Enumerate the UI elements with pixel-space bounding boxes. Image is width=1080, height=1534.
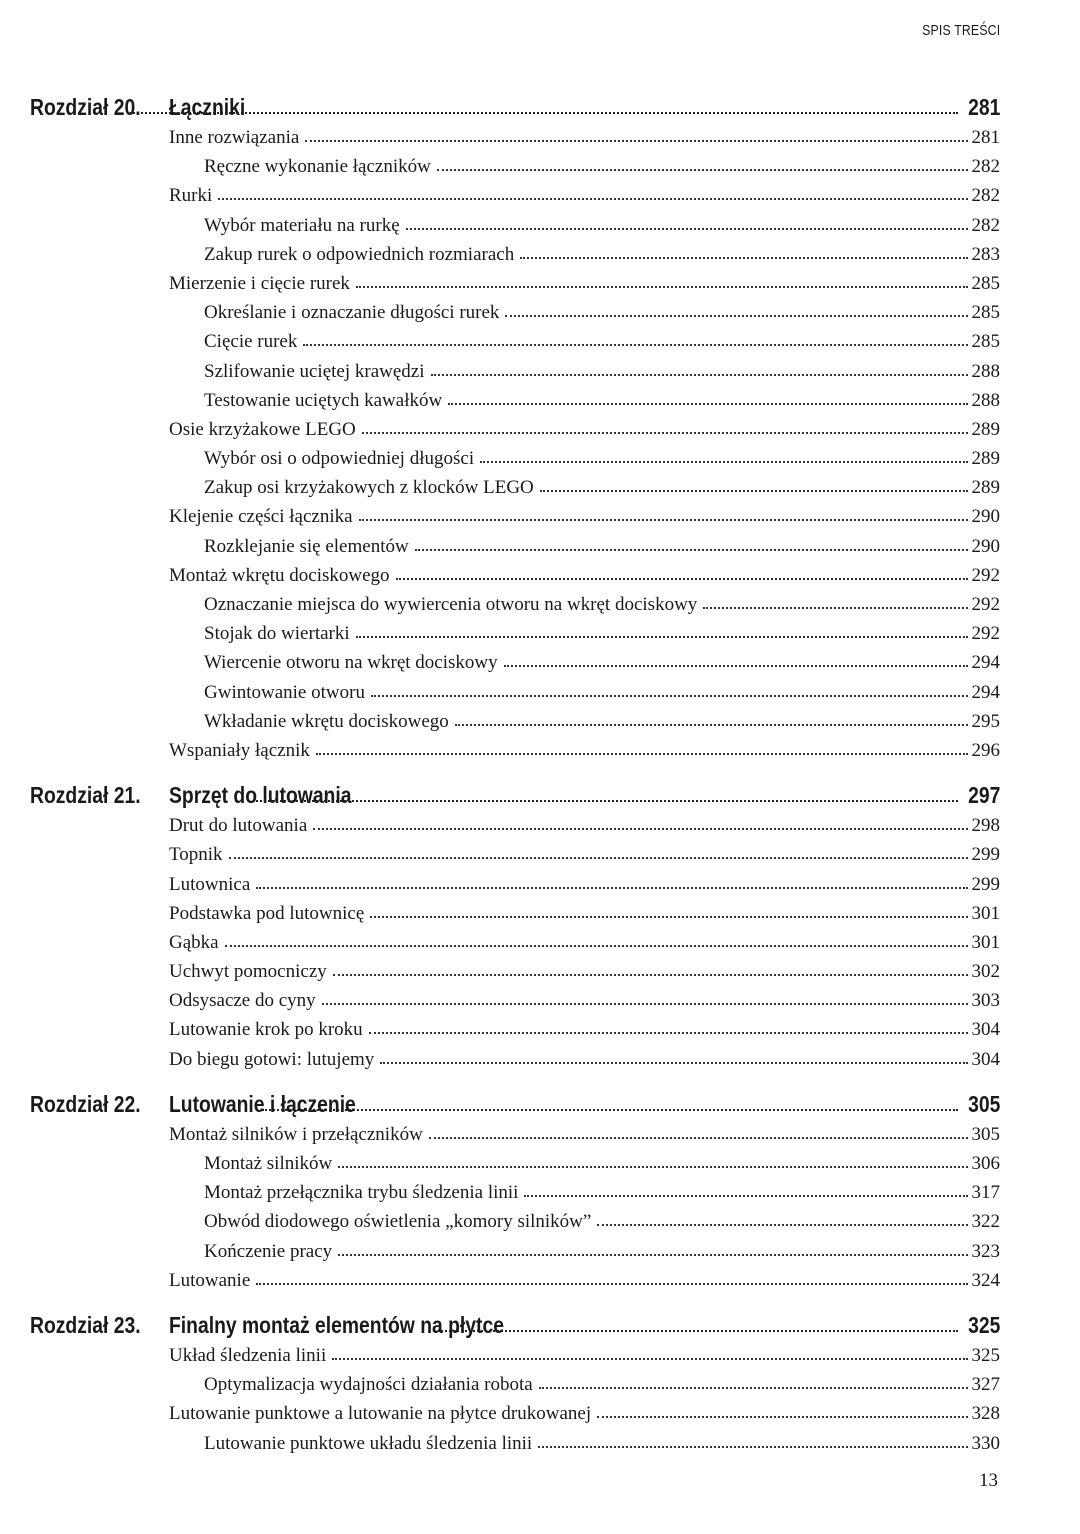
chapter-heading[interactable] <box>30 92 1000 124</box>
dot-leader <box>229 841 968 860</box>
chapter-title: Finalny montaż elementów na płytce <box>169 1311 504 1338</box>
toc-section-entry[interactable] <box>30 182 1000 211</box>
dot-leader <box>333 958 968 977</box>
entry-page: 296 <box>971 739 1000 761</box>
entry-title: Montaż silników i przełączników <box>169 1123 423 1145</box>
entry-title: Wybór materiału na rurkę <box>204 214 400 236</box>
chapter-number: Rozdział 23. <box>30 1311 141 1338</box>
toc-subsection-entry[interactable] <box>30 241 1000 270</box>
toc-subsection-entry[interactable] <box>30 299 1000 328</box>
dot-leader <box>538 1430 967 1449</box>
chapter-number: Rozdział 20. <box>30 94 141 120</box>
toc-section-entry[interactable] <box>30 270 1000 299</box>
entry-title: Obwód diodowego oświetlenia „komory silników” <box>204 1211 592 1233</box>
entry-title: Montaż silników <box>204 1153 333 1174</box>
chapter-entries <box>30 124 1000 766</box>
toc-section-entry[interactable] <box>30 124 1000 153</box>
toc-section-entry[interactable] <box>30 900 1000 929</box>
entry-page: 294 <box>971 681 1000 703</box>
entry-title: Stojak do wiertarki <box>204 623 350 645</box>
toc-subsection-entry[interactable] <box>30 153 1000 182</box>
entry-page: 325 <box>971 1344 1000 1366</box>
entry-title: Cięcie rurek <box>204 331 298 353</box>
entry-page: 299 <box>971 873 1000 895</box>
dot-leader <box>256 1267 967 1286</box>
entry-title: Klejenie części łącznika <box>169 506 353 528</box>
entry-page: 285 <box>971 272 1000 294</box>
entry-title: Odsysacze do cyny <box>169 990 316 1012</box>
entry-page: 292 <box>971 594 1000 615</box>
toc-section-entry[interactable] <box>30 987 1000 1016</box>
chapter-number: Rozdział 22. <box>30 1090 141 1117</box>
entry-page: 299 <box>971 844 1000 866</box>
entry-page: 303 <box>971 990 1000 1012</box>
entry-page: 281 <box>971 127 1000 148</box>
toc-subsection-entry[interactable] <box>30 533 1000 562</box>
dot-leader <box>480 445 967 464</box>
entry-page: 289 <box>971 418 1000 440</box>
dot-leader <box>332 1342 967 1361</box>
entry-title: Układ śledzenia linii <box>169 1344 327 1366</box>
dot-leader <box>597 1400 967 1419</box>
entry-title: Określanie i oznaczanie długości rurek <box>204 302 500 324</box>
dot-leader <box>429 1121 968 1140</box>
toc-subsection-entry[interactable] <box>30 474 1000 503</box>
dot-leader <box>415 533 968 552</box>
entry-title: Ręczne wykonanie łączników <box>204 156 431 178</box>
entry-page: 292 <box>971 623 1000 645</box>
entry-page: 285 <box>971 302 1000 324</box>
dot-leader <box>597 1208 967 1227</box>
dot-leader <box>322 987 968 1006</box>
entry-page: 302 <box>971 961 1000 983</box>
dot-leader <box>218 182 967 201</box>
dot-leader <box>540 474 968 493</box>
entry-title: Inne rozwiązania <box>169 127 300 148</box>
toc-subsection-entry[interactable] <box>30 1430 1000 1459</box>
entry-title: Wspaniały łącznik <box>169 739 310 761</box>
entry-page: 330 <box>971 1432 1000 1454</box>
dot-leader <box>256 871 967 890</box>
toc-section-entry[interactable] <box>30 1267 1000 1296</box>
entry-title: Podstawka pod lutownicę <box>169 902 365 924</box>
entry-title: Optymalizacja wydajności działania robota <box>204 1374 533 1396</box>
chapter-entries <box>30 1121 1000 1296</box>
dot-leader <box>225 929 968 948</box>
entry-page: 282 <box>971 156 1000 178</box>
toc-subsection-entry[interactable] <box>30 620 1000 649</box>
toc-subsection-entry[interactable] <box>30 679 1000 708</box>
entry-page: 322 <box>971 1211 1000 1233</box>
chapter-20 <box>30 92 1000 766</box>
entry-page: 306 <box>971 1153 1000 1174</box>
entry-title: Gąbka <box>169 931 219 953</box>
entry-title: Lutowanie punktowe układu śledzenia linii <box>204 1432 533 1454</box>
dot-leader <box>524 1179 967 1198</box>
entry-page: 298 <box>971 815 1000 837</box>
entry-page: 301 <box>971 931 1000 953</box>
chapter-heading[interactable] <box>30 780 1000 812</box>
entry-title: Lutowanie punktowe a lutowanie na płytce drukowanej <box>169 1403 592 1425</box>
chapter-entries <box>30 812 1000 1075</box>
entry-title: Lutowanie krok po kroku <box>169 1019 363 1041</box>
dot-leader <box>703 591 967 610</box>
dot-leader <box>313 812 967 831</box>
dot-leader <box>305 124 967 143</box>
toc-subsection-entry[interactable] <box>30 1179 1000 1208</box>
dot-leader <box>438 1310 958 1333</box>
toc-section-entry[interactable] <box>30 1016 1000 1045</box>
dot-leader <box>380 1046 967 1065</box>
entry-page: 304 <box>971 1019 1000 1041</box>
toc-subsection-entry[interactable] <box>30 212 1000 241</box>
entry-title: Oznaczanie miejsca do wywiercenia otworu na wkręt dociskowy <box>204 594 698 615</box>
chapter-title: Sprzęt do lutowania <box>169 782 352 809</box>
entry-page: 289 <box>971 448 1000 470</box>
entry-title: Gwintowanie otworu <box>204 681 365 703</box>
running-header: SPIS TREŚCI <box>921 22 1000 39</box>
toc-subsection-entry[interactable] <box>30 591 1000 620</box>
toc-subsection-entry[interactable] <box>30 1371 1000 1400</box>
toc-subsection-entry[interactable] <box>30 445 1000 474</box>
entry-page: 285 <box>971 331 1000 353</box>
toc-subsection-entry[interactable] <box>30 708 1000 737</box>
entry-page: 288 <box>971 360 1000 382</box>
chapter-page: 325 <box>967 1311 1000 1338</box>
toc-section-entry[interactable] <box>30 503 1000 532</box>
entry-page: 290 <box>971 535 1000 557</box>
chapter-21 <box>30 780 1000 1075</box>
table-of-contents <box>30 92 1000 1473</box>
dot-leader <box>338 1150 967 1169</box>
chapter-heading[interactable] <box>30 1089 1000 1121</box>
entry-title: Topnik <box>169 844 223 866</box>
entry-title: Drut do lutowania <box>169 815 308 837</box>
entry-page: 328 <box>971 1403 1000 1425</box>
chapter-page: 305 <box>967 1090 1000 1117</box>
entry-page: 288 <box>971 389 1000 411</box>
entry-page: 301 <box>971 902 1000 924</box>
entry-title: Wkładanie wkrętu dociskowego <box>204 710 449 732</box>
toc-subsection-entry[interactable] <box>30 328 1000 357</box>
chapter-page: 297 <box>967 782 1000 809</box>
entry-title: Uchwyt pomocniczy <box>169 961 327 983</box>
dot-leader <box>406 212 968 231</box>
entry-title: Wybór osi o odpowiedniej długości <box>204 448 475 470</box>
toc-section-entry[interactable] <box>30 1342 1000 1371</box>
toc-subsection-entry[interactable] <box>30 1238 1000 1267</box>
toc-section-entry[interactable] <box>30 812 1000 841</box>
entry-title: Rozklejanie się elementów <box>204 535 409 557</box>
toc-section-entry[interactable] <box>30 958 1000 987</box>
entry-title: Do biegu gotowi: lutujemy <box>169 1048 375 1070</box>
chapter-number: Rozdział 21. <box>30 782 141 809</box>
toc-section-entry[interactable] <box>30 871 1000 900</box>
entry-title: Lutownica <box>169 873 251 895</box>
dot-leader <box>316 737 968 756</box>
toc-section-entry[interactable] <box>30 841 1000 870</box>
entry-title: Zakup osi krzyżakowych z klocków LEGO <box>204 477 534 499</box>
toc-subsection-entry[interactable] <box>30 1150 1000 1179</box>
toc-subsection-entry[interactable] <box>30 358 1000 387</box>
entry-page: 294 <box>971 652 1000 674</box>
entry-title: Szlifowanie uciętej krawędzi <box>204 360 425 382</box>
dot-leader <box>130 92 958 115</box>
toc-section-entry[interactable] <box>30 1046 1000 1075</box>
page-number: 13 <box>979 1470 998 1491</box>
dot-leader <box>362 416 968 435</box>
entry-page: 290 <box>971 506 1000 528</box>
dot-leader <box>448 387 967 406</box>
toc-section-entry[interactable] <box>30 416 1000 445</box>
entry-title: Montaż przełącznika trybu śledzenia linii <box>204 1182 519 1204</box>
dot-leader <box>431 358 968 377</box>
dot-leader <box>505 299 967 318</box>
entry-page: 289 <box>971 477 1000 499</box>
entry-title: Osie krzyżakowe LEGO <box>169 418 356 440</box>
toc-subsection-entry[interactable] <box>30 1208 1000 1237</box>
entry-page: 282 <box>971 185 1000 207</box>
dot-leader <box>303 328 967 347</box>
chapter-23 <box>30 1310 1000 1459</box>
dot-leader <box>455 708 968 727</box>
entry-page: 304 <box>971 1048 1000 1070</box>
entry-title: Testowanie uciętych kawałków <box>204 389 443 411</box>
toc-section-entry[interactable] <box>30 1400 1000 1429</box>
dot-leader <box>520 241 967 260</box>
entry-page: 305 <box>971 1123 1000 1145</box>
dot-leader <box>371 679 968 698</box>
entry-page: 292 <box>971 564 1000 586</box>
entry-title: Lutowanie <box>169 1269 251 1291</box>
dot-leader <box>437 153 968 172</box>
chapter-page: 281 <box>967 94 1000 120</box>
entry-title: Kończenie pracy <box>204 1240 333 1262</box>
toc-section-entry[interactable] <box>30 929 1000 958</box>
chapter-title: Lutowanie i łączenie <box>169 1090 356 1117</box>
entry-page: 327 <box>971 1374 1000 1396</box>
chapter-title: Łączniki <box>169 94 246 120</box>
entry-title: Mierzenie i cięcie rurek <box>169 272 350 294</box>
dot-leader <box>356 270 968 289</box>
chapter-heading[interactable] <box>30 1310 1000 1342</box>
chapter-22 <box>30 1089 1000 1296</box>
dot-leader <box>262 1089 958 1112</box>
entry-title: Wiercenie otworu na wkręt dociskowy <box>204 652 498 674</box>
entry-page: 323 <box>971 1240 1000 1262</box>
dot-leader <box>356 620 968 639</box>
dot-leader <box>338 1238 967 1257</box>
toc-section-entry[interactable] <box>30 1121 1000 1150</box>
toc-section-entry[interactable] <box>30 737 1000 766</box>
toc-section-entry[interactable] <box>30 562 1000 591</box>
entry-page: 324 <box>971 1269 1000 1291</box>
dot-leader <box>504 649 968 668</box>
entry-title: Rurki <box>169 185 213 207</box>
dot-leader <box>539 1371 968 1390</box>
toc-subsection-entry[interactable] <box>30 387 1000 416</box>
entry-page: 317 <box>971 1182 1000 1204</box>
dot-leader <box>359 503 968 522</box>
entry-page: 283 <box>971 243 1000 265</box>
dot-leader <box>369 1016 968 1035</box>
entry-page: 295 <box>971 710 1000 732</box>
entry-page: 282 <box>971 214 1000 236</box>
entry-title: Montaż wkrętu dociskowego <box>169 564 390 586</box>
toc-subsection-entry[interactable] <box>30 649 1000 678</box>
entry-title: Zakup rurek o odpowiednich rozmiarach <box>204 243 515 265</box>
dot-leader <box>256 780 957 803</box>
dot-leader <box>370 900 967 919</box>
chapter-entries <box>30 1342 1000 1459</box>
dot-leader <box>396 562 968 581</box>
